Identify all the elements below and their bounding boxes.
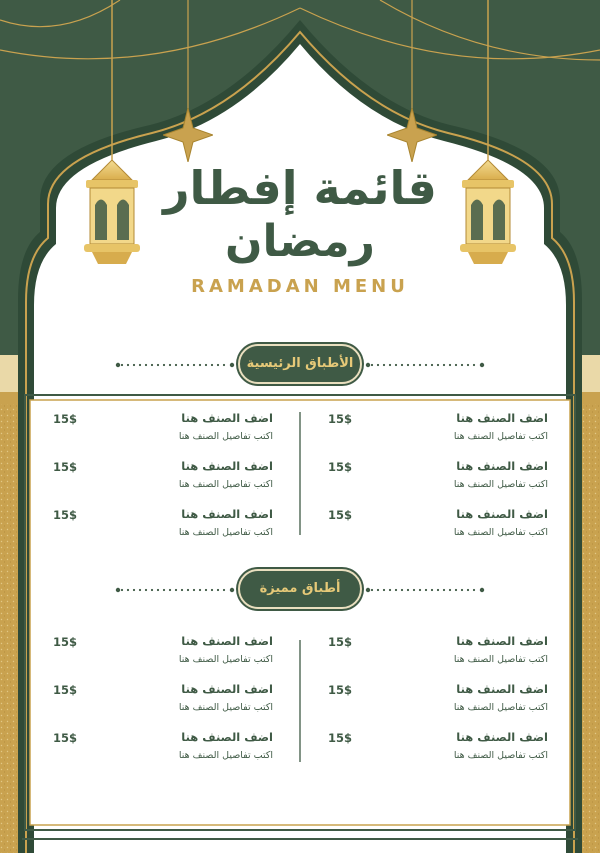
section-label-special-dishes: أطباق مميزة	[238, 569, 362, 609]
item-name: اضف الصنف هنا	[456, 730, 548, 744]
item-description: اكتب تفاصيل الصنف هنا	[178, 654, 273, 665]
item-price: 15$	[328, 508, 353, 522]
item-price: 15$	[53, 731, 78, 745]
item-description: اكتب تفاصيل الصنف هنا	[453, 750, 548, 761]
item-name: اضف الصنف هنا	[456, 411, 548, 425]
item-name: اضف الصنف هنا	[456, 682, 548, 696]
list-item	[298, 507, 548, 547]
item-price: 15$	[328, 635, 353, 649]
item-description: اكتب تفاصيل الصنف هنا	[178, 527, 273, 538]
list-item	[23, 411, 273, 451]
list-item	[23, 459, 273, 499]
list-item	[298, 411, 548, 451]
list-item	[23, 730, 273, 770]
menu-title-english: RAMADAN MENU	[191, 276, 409, 297]
menu-title-line2: رمضان	[224, 216, 375, 267]
item-description: اكتب تفاصيل الصنف هنا	[453, 654, 548, 665]
item-description: اكتب تفاصيل الصنف هنا	[178, 431, 273, 442]
star-icon	[163, 108, 213, 162]
item-price: 15$	[53, 635, 78, 649]
item-name: اضف الصنف هنا	[181, 634, 273, 648]
item-price: 15$	[328, 683, 353, 697]
item-name: اضف الصنف هنا	[456, 507, 548, 521]
list-item	[298, 459, 548, 499]
item-price: 15$	[53, 508, 78, 522]
item-description: اكتب تفاصيل الصنف هنا	[178, 702, 273, 713]
list-item	[298, 634, 548, 674]
item-name: اضف الصنف هنا	[456, 459, 548, 473]
item-name: اضف الصنف هنا	[181, 507, 273, 521]
item-name: اضف الصنف هنا	[181, 682, 273, 696]
item-name: اضف الصنف هنا	[181, 411, 273, 425]
list-item	[23, 634, 273, 674]
item-description: اكتب تفاصيل الصنف هنا	[178, 479, 273, 490]
item-price: 15$	[53, 460, 78, 474]
section-label-main-dishes: الأطباق الرئيسية	[238, 344, 362, 384]
item-price: 15$	[328, 412, 353, 426]
menu-title-line1: قائمة إفطار	[163, 161, 437, 215]
star-icon	[387, 108, 437, 162]
item-description: اكتب تفاصيل الصنف هنا	[453, 702, 548, 713]
list-item	[23, 682, 273, 722]
item-description: اكتب تفاصيل الصنف هنا	[453, 431, 548, 442]
item-price: 15$	[328, 460, 353, 474]
list-item	[23, 507, 273, 547]
list-item	[298, 682, 548, 722]
list-item	[298, 730, 548, 770]
item-description: اكتب تفاصيل الصنف هنا	[453, 527, 548, 538]
item-price: 15$	[328, 731, 353, 745]
item-description: اكتب تفاصيل الصنف هنا	[453, 479, 548, 490]
item-name: اضف الصنف هنا	[181, 459, 273, 473]
item-description: اكتب تفاصيل الصنف هنا	[178, 750, 273, 761]
item-name: اضف الصنف هنا	[181, 730, 273, 744]
item-name: اضف الصنف هنا	[456, 634, 548, 648]
item-price: 15$	[53, 683, 78, 697]
item-price: 15$	[53, 412, 78, 426]
